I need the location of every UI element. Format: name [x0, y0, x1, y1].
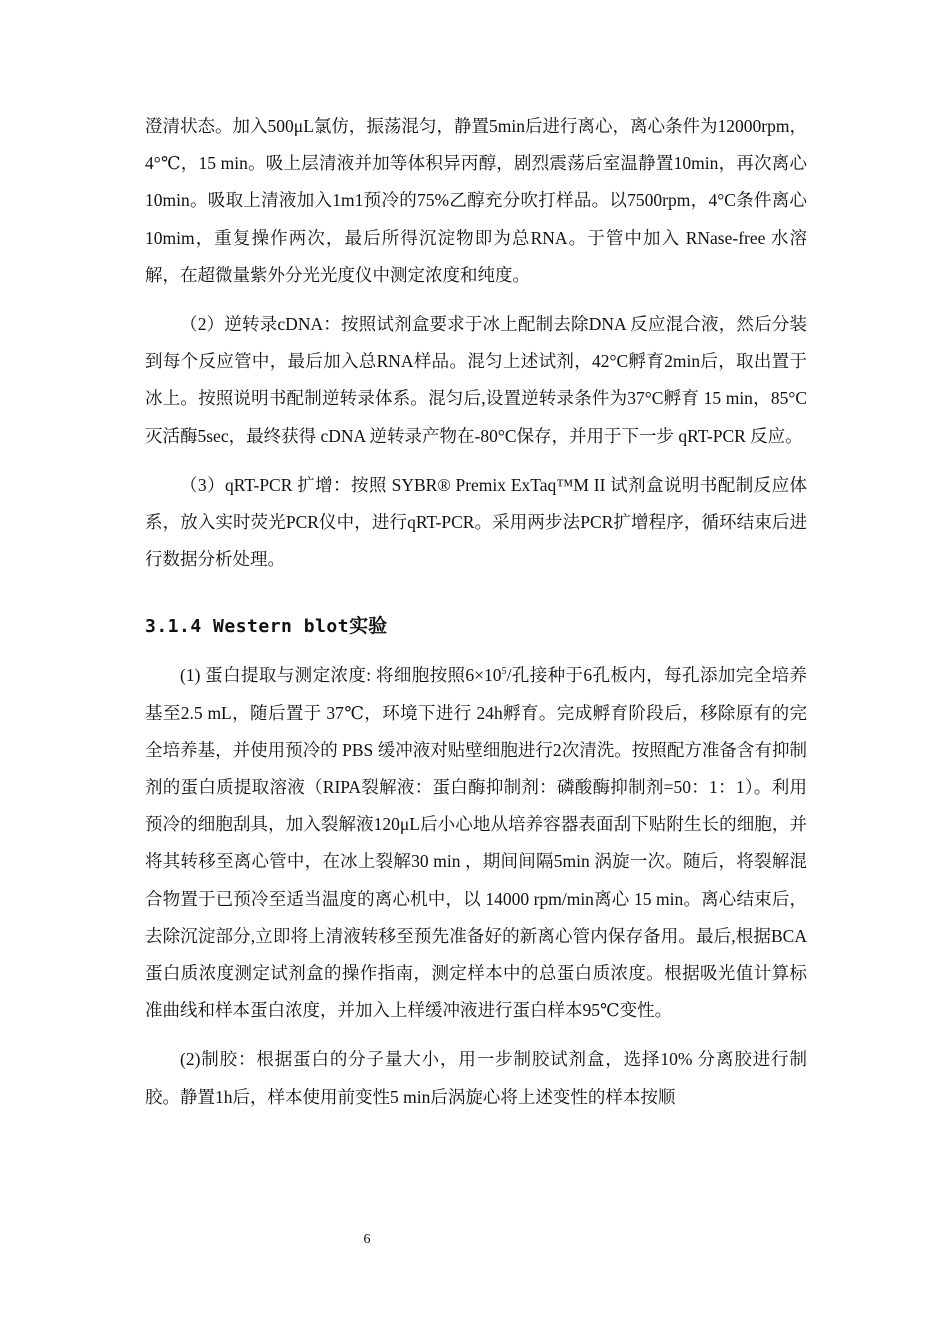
protein-extraction-text-a: (1) 蛋白提取与测定浓度: 将细胞按照6×10 [180, 665, 502, 686]
paragraph-gel-preparation: (2)制胶：根据蛋白的分子量大小，用一步制胶试剂盒，选择10% 分离胶进行制胶。静置1h后，样本使用前变性5 min后涡旋心将上述变性的样本按顺 [145, 1049, 807, 1107]
paragraph-reverse-transcription: （2）逆转录cDNA：按照试剂盒要求于冰上配制去除DNA 反应混合液，然后分装到每个反应管中，最后加入总RNA样品。混匀上述试剂，42°C孵育2min后，取出置于冰上。按照说明书配制逆转录体系。混匀后,设置逆转录条件为37°C孵育 15 min，85°C灭活酶5sec，最终获得 cDNA 逆转录产物在-80°C保存，并用于下一步 qRT-PCR 反应。 [145, 314, 807, 446]
section-heading-latin: 3.1.4 Western blot [145, 616, 350, 638]
superscript-exponent: 5 [501, 666, 507, 678]
section-heading [145, 612, 807, 641]
paragraph-protein-extraction [145, 657, 807, 1029]
protein-extraction-text-b: /孔接种于6孔板内，每孔添加完全培养基至2.5 mL，随后置于 37℃，环境下进行 24h孵育。完成孵育阶段后，移除原有的完全培养基，并使用预冷的 PBS 缓冲液对贴壁细胞进行2次清洗。按照配方准备含有抑制剂的蛋白质提取溶液（RIPA裂解液：蛋白酶抑制剂：磷酸酶抑制剂=50：1：1）。利用预冷的细胞刮具，加入裂解液120μL后小心地从培养容器表面刮下贴附生长的细胞，并将其转移至离心管中，在冰上裂解30 min ，期间间隔5min 涡旋一次。随后，将裂解混合物置于已预冷至适当温度的离心机中，以 14000 rpm/min离心 15 min。离心结束后，去除沉淀部分,立即将上清液转移至预先准备好的新离心管内保存备用。最后,根据BCA蛋白质浓度测定试剂盒的操作指南，测定样本中的总蛋白质浓度。根据吸光值计算标准曲线和样本蛋白浓度，并加入上样缓冲液进行蛋白样本95℃变性。 [145, 665, 807, 1021]
paragraph-rna-extraction: 澄清状态。加入500μL氯仿，振荡混匀，静置5min后进行离心，离心条件为12000rpm，4°℃，15 min。吸上层清液并加等体积异丙醇，剧烈震荡后室温静置10min，再次离心10min。吸取上清液加入1m1预冷的75%乙醇充分吹打样品。以7500rpm，4°C条件离心10mim，重复操作两次，最后所得沉淀物即为总RNA。于管中加入 RNase-free 水溶解，在超微量紫外分光光度仪中测定浓度和纯度。 [145, 116, 807, 285]
document-body [145, 108, 807, 1116]
section-heading-chinese: 实验 [349, 615, 388, 638]
paragraph-qrt-pcr: （3）qRT-PCR 扩增：按照 SYBR® Premix ExTaq™M II 试剂盒说明书配制反应体系，放入实时荧光PCR仪中，进行qRT-PCR。采用两步法PCR扩增程序，循环结束后进行数据分析处理。 [145, 474, 807, 570]
page-number: 6 [363, 1232, 371, 1247]
